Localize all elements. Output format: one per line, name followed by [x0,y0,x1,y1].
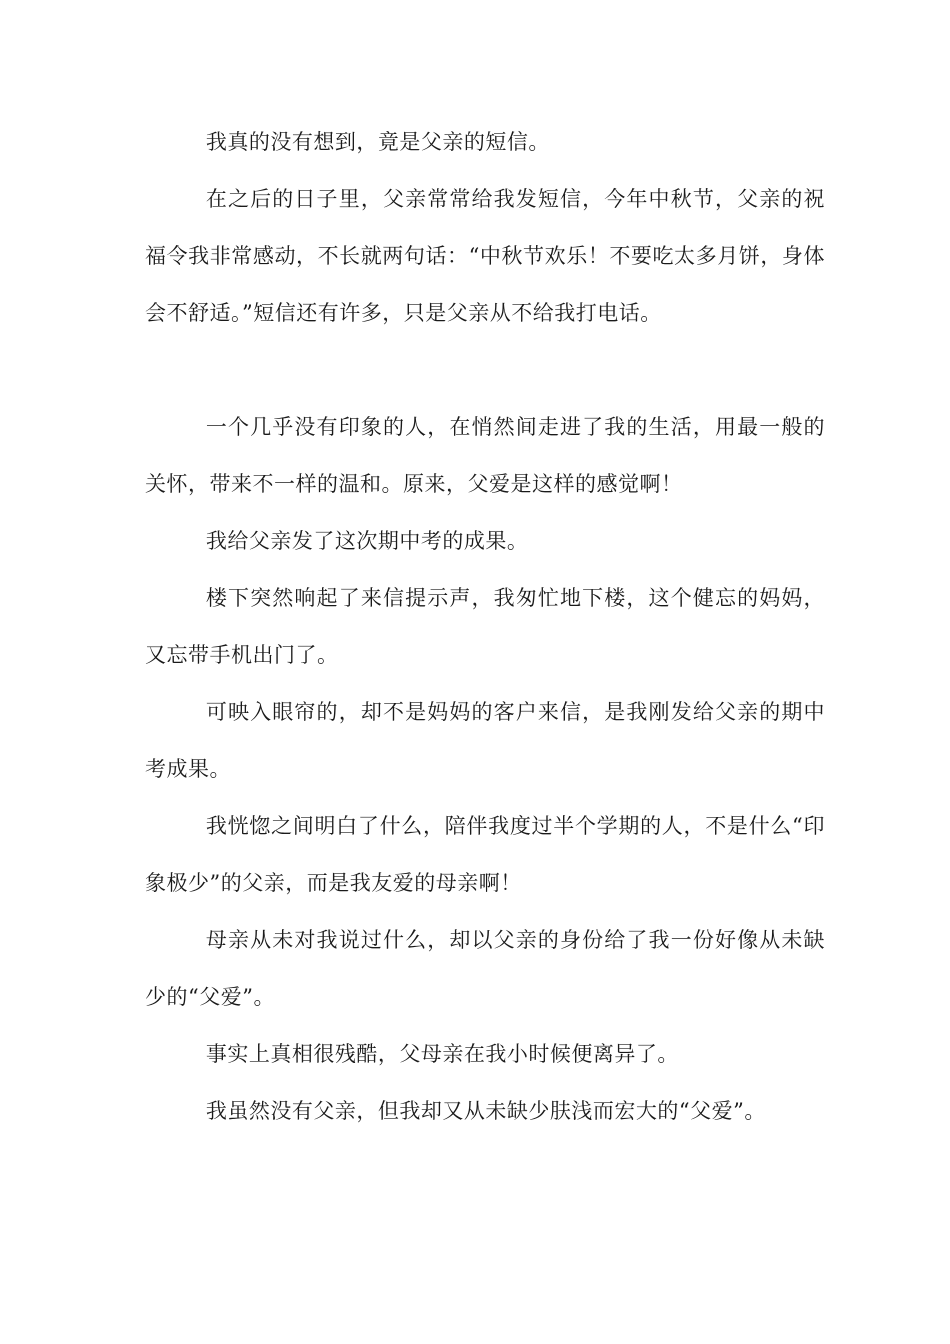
paragraph-gap [145,342,825,399]
paragraph: 楼下突然响起了来信提示声，我匆忙地下楼，这个健忘的妈妈，又忘带手机出门了。 [145,586,825,667]
paragraph: 我真的没有想到，竟是父亲的短信。 [205,130,550,154]
paragraph: 可映入眼帘的，却不是妈妈的客户来信，是我刚发给父亲的期中考成果。 [145,700,825,781]
paragraph: 母亲从未对我说过什么，却以父亲的身份给了我一份好像从未缺少的“父爱”。 [145,928,825,1009]
essay-body [145,114,825,1140]
paragraph: 我给父亲发了这次期中考的成果。 [205,529,529,553]
paragraph: 一个几乎没有印象的人，在悄然间走进了我的生活，用最一般的关怀，带来不一样的温和。原来，父爱是这样的感觉啊！ [145,415,825,496]
paragraph: 在之后的日子里，父亲常常给我发短信，今年中秋节，父亲的祝福令我非常感动，不长就两句话：“中秋节欢乐！不要吃太多月饼，身体会不舒适。”短信还有许多，只是父亲从不给我打电话。 [145,187,825,325]
paragraph: 我恍惚之间明白了什么，陪伴我度过半个学期的人，不是什么“印象极少”的父亲，而是我友爱的母亲啊！ [145,814,825,895]
paragraph: 事实上真相很残酷，父母亲在我小时候便离异了。 [205,1042,679,1066]
paragraph: 我虽然没有父亲，但我却又从未缺少肤浅而宏大的“父爱”。 [205,1099,766,1123]
